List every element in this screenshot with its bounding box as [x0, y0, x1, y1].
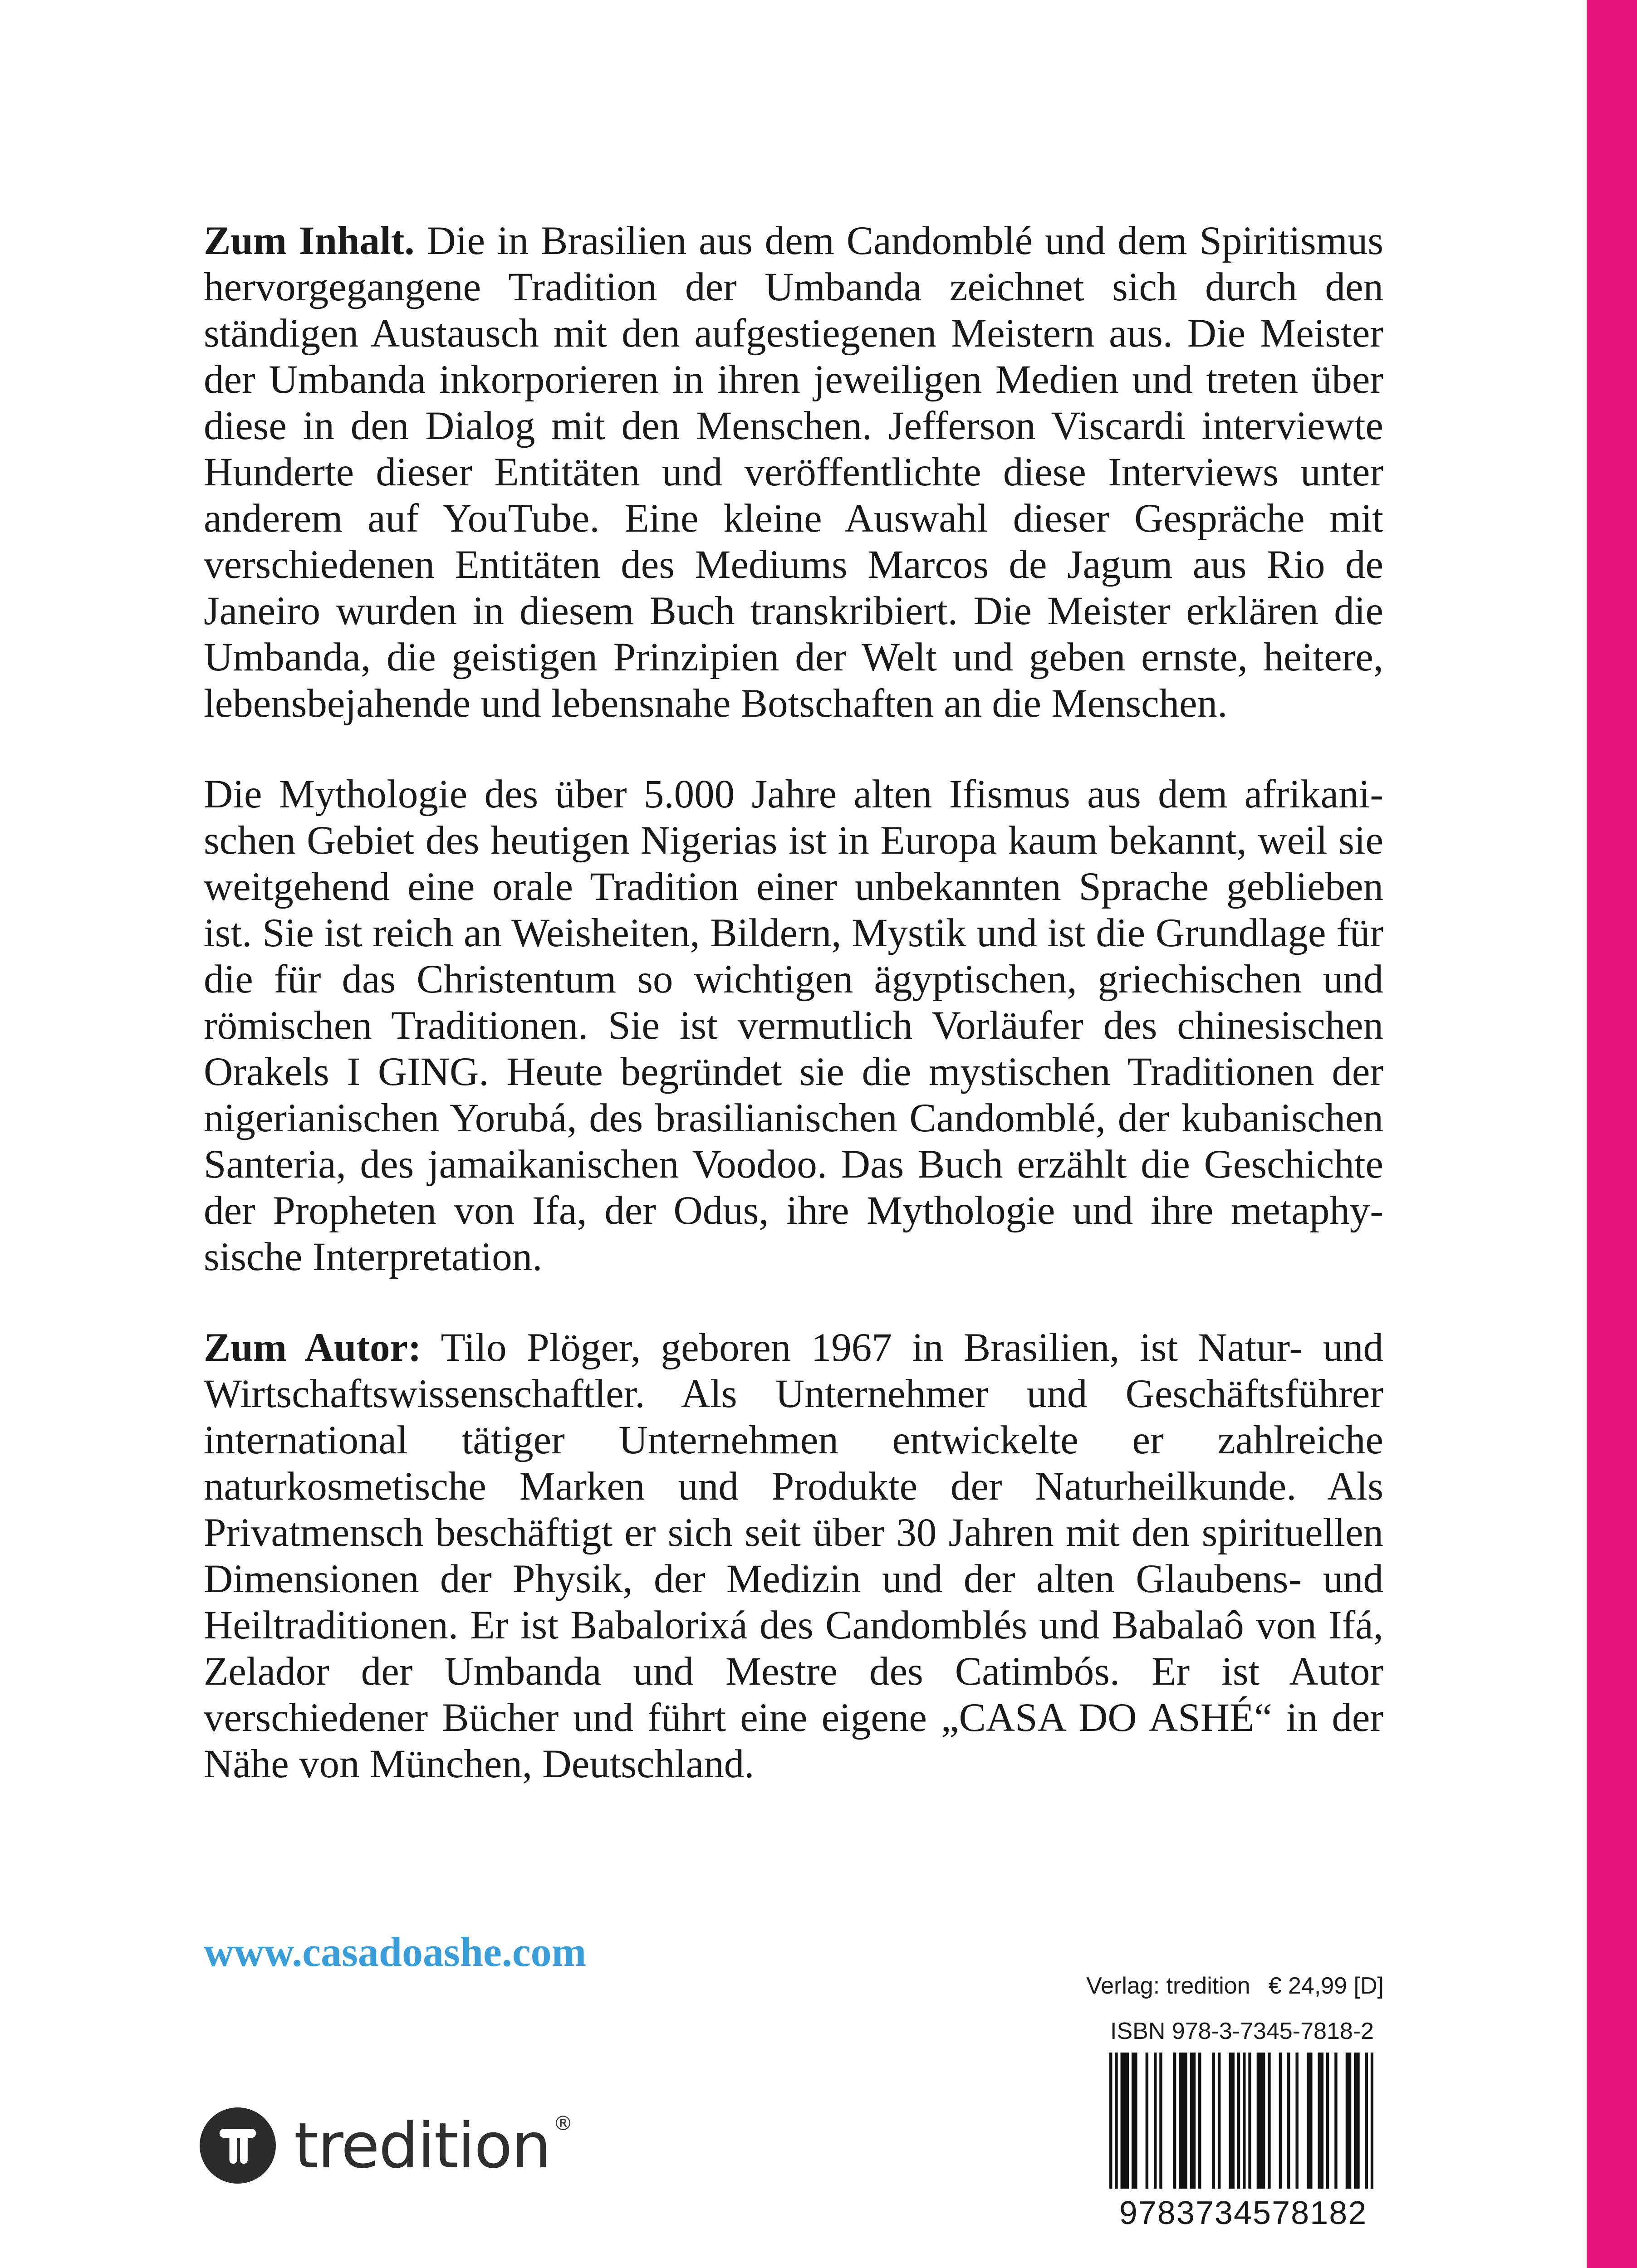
barcode-bar [1348, 2053, 1351, 2189]
content-summary-text: Die in Brasilien aus dem Candomblé und dem Spiritismus hervorgegangene Tradition der Umbanda zeichnet sich durch den ständigen Austausch mit den aufgestiegenen Meistern aus. Die Meister der Umbanda inkorporieren in ihren jeweiligen Medien und treten über diese in den Dialog mit den Menschen. Jefferson Viscardi interviewte Hunderte dieser Entitäten und veröffentlichte diese Interviews unter anderem auf YouTube. Eine kleine Auswahl dieser Gespräche mit verschiedenen Entitäten des Mediums Marcos de Jagum aus Rio de Janeiro wurden in diesem Buch transkribiert. Die Meister erklären die Umbanda, die geistigen Prinzipien der Welt und geben ernste, heitere, lebensbejahende und lebensnahe Botschaften an die Menschen. [204, 219, 1383, 726]
mythology-paragraph [204, 771, 1383, 1280]
barcode-bar [1321, 2053, 1323, 2189]
barcode-bar [1109, 2053, 1112, 2189]
barcode-bar [1257, 2053, 1260, 2189]
barcode-bar [1123, 2053, 1126, 2189]
barcode-bar [1132, 2053, 1134, 2189]
barcode-bar [1357, 2053, 1359, 2189]
publisher-name: tredition ® [294, 2109, 572, 2182]
barcode-bar [1307, 2053, 1309, 2189]
barcode-bar [1354, 2053, 1357, 2189]
price-line [1086, 1972, 1384, 1999]
barcode-bar [1268, 2053, 1270, 2189]
barcode-bar [1173, 2053, 1176, 2189]
author-text: Tilo Plöger, geboren 1967 in Brasilien, ist Natur- und Wirtschaftswissenschaftler. Als Unternehmer und Geschäftsführer international tätiger Unternehmen entwickelte er zahlreiche naturkosmetische Marken und Produkte der Naturheilkunde. Als Privatmensch beschäftigt er sich seit über 30 Jahren mit den spirituellen Dimensionen der Physik, der Medizin und der alten Glaubens- und Heiltraditionen. Er ist Babalorixá des Candomblés und Babalaô von Ifá, Zelador der Umbanda und Mestre des Catimbós. Er ist Autor verschiedener Bücher und führt eine eigene „CASA DO ASHÉ“ in der Nähe von München, Deutschland. [204, 1325, 1383, 1786]
barcode-bar [1260, 2053, 1262, 2189]
barcode-bar [1371, 2053, 1373, 2189]
website-link[interactable]: www.casadoashe.com [204, 1929, 587, 1975]
barcode-bar [1193, 2053, 1196, 2189]
barcode-bar [1184, 2053, 1187, 2189]
spine-stripe [1587, 0, 1637, 2268]
barcode-bar [1243, 2053, 1245, 2189]
barcode-bar [1279, 2053, 1282, 2189]
barcode-bar [1262, 2053, 1265, 2189]
barcode-bar [1212, 2053, 1215, 2189]
barcode-bar [1229, 2053, 1231, 2189]
barcode-bar [1237, 2053, 1240, 2189]
isbn-barcode [1109, 2053, 1373, 2189]
barcode-bar [1346, 2053, 1348, 2189]
isbn: ISBN 978-3-7345-7818-2 [1110, 2018, 1374, 2044]
tredition-t-icon [200, 2107, 276, 2184]
barcode-bar [1232, 2053, 1235, 2189]
barcode-bar [1126, 2053, 1129, 2189]
barcode-bar [1190, 2053, 1193, 2189]
barcode-bar [1326, 2053, 1329, 2189]
barcode-bar [1295, 2053, 1298, 2189]
author-paragraph [204, 1325, 1383, 1787]
barcode-bar [1159, 2053, 1162, 2189]
barcode-bar [1121, 2053, 1123, 2189]
barcode-number: 9783734578182 [1119, 2195, 1367, 2231]
barcode-bar [1198, 2053, 1201, 2189]
barcode-bar [1309, 2053, 1312, 2189]
registered-mark: ® [553, 2112, 572, 2135]
publisher-logo [200, 2105, 572, 2186]
barcode-bar [1115, 2053, 1117, 2189]
barcode-bar [1318, 2053, 1320, 2189]
barcode-bar [1134, 2053, 1137, 2189]
author-heading: Zum Autor: [204, 1325, 422, 1370]
barcode-bar [1154, 2053, 1157, 2189]
publisher-label: Verlag: tredition [1086, 1973, 1250, 1999]
content-summary-heading: Zum Inhalt. [204, 219, 415, 263]
barcode-bar [1146, 2053, 1148, 2189]
mythology-text: Die Mythologie des über 5.000 Jahre alten Ifismus aus dem afrikanischen Gebiet des heutigen Nigerias ist in Europa kaum bekannt, weil sie weitgehend eine orale Tradition einer unbekannten Sprache geblieben ist. Sie ist reich an Weisheiten, Bildern, Mystik und ist die Grundlage für die für das Christentum so wichtigen ägyptischen, griechischen und römischen Traditionen. Sie ist vermutlich Vorläufer des chinesischen Orakels I GING. Heute begründet sie die mystischen Traditionen der nigerianischen Yorubá, des brasilianischen Candomblé, der kubanischen Santeria, des jamaikanischen Voodoo. Das Buch erzählt die Geschichte der Propheten von Ifa, der Odus, ihre Mythologie und ihre metaphysische Interpretation. [204, 772, 1383, 1279]
price: € 24,99 [D] [1268, 1973, 1384, 1999]
barcode-bar [1179, 2053, 1181, 2189]
barcode-bar [1248, 2053, 1251, 2189]
barcode-bar [1334, 2053, 1337, 2189]
content-summary-paragraph [204, 218, 1383, 727]
barcode-bar [1218, 2053, 1220, 2189]
barcode-bar [1365, 2053, 1368, 2189]
barcode-bar [1181, 2053, 1184, 2189]
barcode-bar [1287, 2053, 1290, 2189]
